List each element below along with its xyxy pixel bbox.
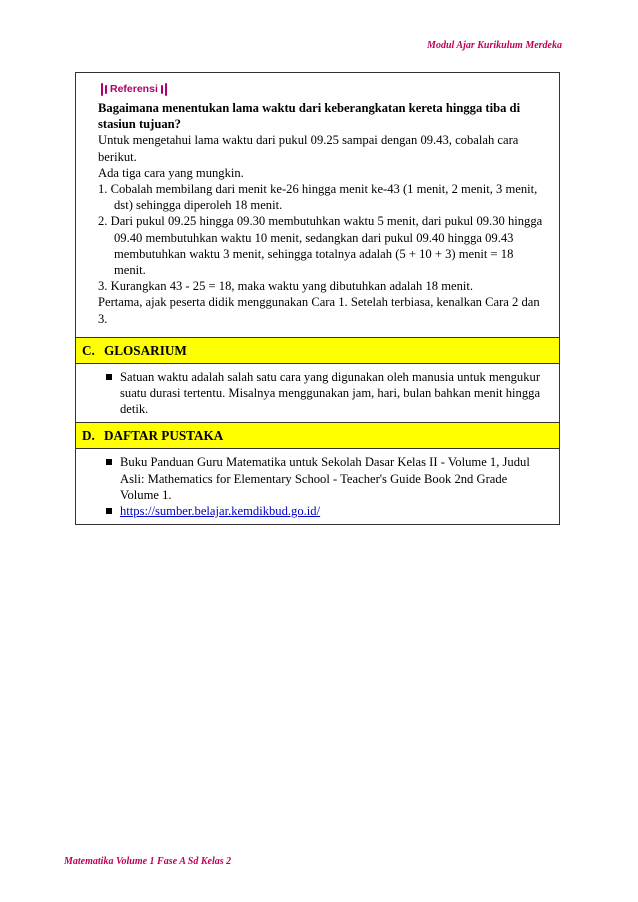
sound-wave-icon bbox=[105, 85, 107, 94]
sound-wave-icon bbox=[101, 83, 103, 96]
list-item bbox=[106, 369, 545, 418]
glosarium-title: GLOSARIUM bbox=[104, 342, 187, 358]
glosarium-item-text: Satuan waktu adalah salah satu cara yang digunakan oleh manusia untuk mengukur suatu durasi tertentu. Misalnya menggunakan jam, hari, bulan bahkan menit hingga detik. bbox=[120, 369, 541, 417]
referensi-question: Bagaimana menentukan lama waktu dari keberangkatan kereta hingga tiba di stasiun tujuan? bbox=[98, 101, 521, 132]
glosarium-letter: C. bbox=[82, 342, 95, 358]
referensi-closing: Pertama, ajak peserta didik menggunakan Cara 1. Setelah terbiasa, kenalkan Cara 2 dan 3. bbox=[98, 295, 540, 326]
pustaka-item-text: Buku Panduan Guru Matematika untuk Sekolah Dasar Kelas II - Volume 1, Judul Asli: Mathematics for Elementary School - Teacher's Guide Book 2nd Grade Volume 1. bbox=[120, 455, 530, 502]
list-item bbox=[106, 454, 545, 503]
referensi-step-1: 1. Cobalah membilang dari menit ke-26 hingga menit ke-43 (1 menit, 2 menit, 3 menit, dst) sehingga diperoleh 18 menit. bbox=[98, 182, 538, 213]
glosarium-body bbox=[76, 364, 559, 423]
referensi-step-2: 2. Dari pukul 09.25 hingga 09.30 membutuhkan waktu 5 menit, dari pukul 09.30 hingga 09.40 membutuhkan waktu 10 menit, sedangkan dari pukul 09.40 hingga 09.43 membutuhkan waktu 3 menit, sehingga totalnya adalah (5 + 10 + 3) menit = 18 menit. bbox=[98, 214, 543, 278]
referensi-intro-2: Ada tiga cara yang mungkin. bbox=[98, 165, 244, 180]
bullet-square-icon bbox=[106, 508, 112, 514]
bullet-square-icon bbox=[106, 374, 112, 380]
sound-wave-icon bbox=[165, 83, 167, 96]
referensi-label: Referensi bbox=[110, 82, 158, 95]
content-frame bbox=[75, 72, 560, 525]
referensi-intro: Untuk mengetahui lama waktu dari pukul 09.25 sampai dengan 09.43, cobalah cara berikut. bbox=[98, 133, 519, 164]
sound-wave-icon bbox=[161, 85, 163, 94]
bullet-square-icon bbox=[106, 459, 112, 465]
pustaka-link[interactable]: https://sumber.belajar.kemdikbud.go.id/ bbox=[120, 504, 321, 519]
referensi-block bbox=[76, 73, 559, 337]
page-header: Modul Ajar Kurikulum Merdeka bbox=[427, 40, 562, 51]
pustaka-letter: D. bbox=[82, 428, 95, 444]
referensi-step-3: 3. Kurangkan 43 - 25 = 18, maka waktu yang dibutuhkan adalah 18 menit. bbox=[98, 279, 474, 294]
pustaka-body bbox=[76, 449, 559, 524]
glosarium-heading bbox=[76, 337, 559, 364]
pustaka-title: DAFTAR PUSTAKA bbox=[104, 428, 224, 444]
list-item bbox=[106, 503, 545, 519]
referensi-badge bbox=[100, 81, 547, 97]
pustaka-heading bbox=[76, 422, 559, 449]
page-footer: Matematika Volume 1 Fase A Sd Kelas 2 bbox=[64, 856, 232, 867]
